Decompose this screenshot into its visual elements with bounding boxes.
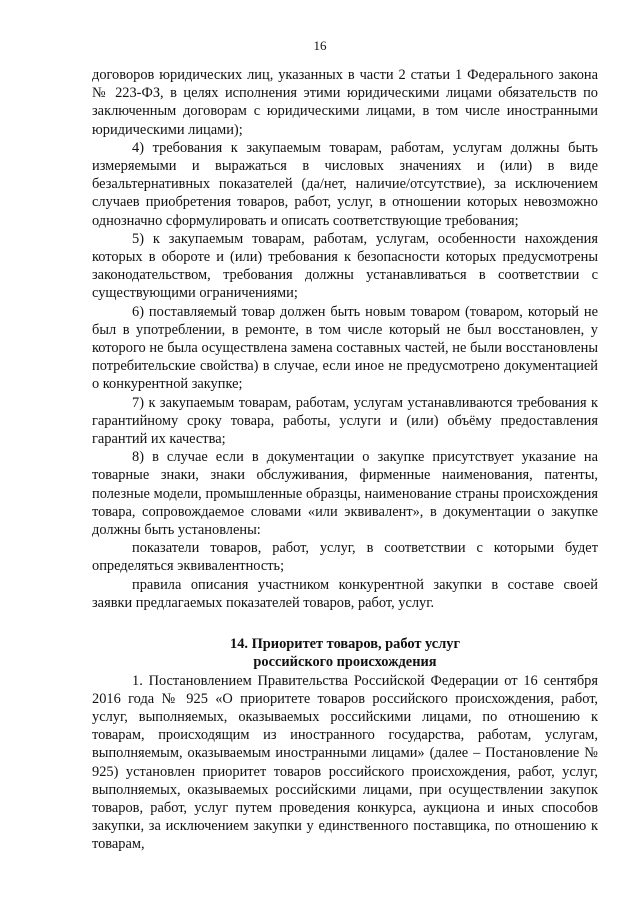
section-heading (92, 635, 598, 671)
list-item-8: 8) в случае если в документации о закупке присутствует указание на товарные знаки, знаки обслуживания, фирменные наименования, патенты, полезные модели, промышленные образцы, наименование страны происхождения товара, сопровождаемое словами «или эквивалент», в документации о закупке должны быть установлены: (92, 449, 598, 539)
list-item-4: 4) требования к закупаемым товарам, работам, услугам должны быть измеряемыми и выражаться в числовых значениях и (или) в виде безальтернативных показателей (да/нет, наличие/отсутствие), за исключением случаев приобретения товаров, работ, услуг, в отношении которых невозможно однозначно сформулировать и описать соответствующие требования; (92, 139, 598, 229)
section-title-line1: 14. Приоритет товаров, работ услуг (230, 636, 460, 653)
sub-item-rules: правила описания участником конкурентной закупки в составе своей заявки предлагаемых показателей товаров, работ, услуг. (92, 576, 598, 611)
section-title-line2: российского происхождения (253, 654, 437, 671)
list-item-7: 7) к закупаемым товарам, работам, услугам устанавливаются требования к гарантийному сроку товара, работы, услуги и (или) объёму предоставления гарантий их качества; (92, 394, 598, 448)
list-item-6: 6) поставляемый товар должен быть новым товаром (товаром, который не был в употреблении, в ремонте, в том числе который не был восстановлен, у которого не была осуществлена замена составных частей, не были восстановлены потребительские свойства) в случае, если иное не предусмотрено документацией о конкурентной закупке; (92, 303, 598, 393)
page-number: 16 (313, 38, 327, 53)
document-body (92, 66, 598, 854)
section-paragraph-1: 1. Постановлением Правительства Российской Федерации от 16 сентября 2016 года № 925 «О приоритете товаров российского происхождения, работ, услуг, выполняемых, оказываемых российскими лицами, по отношению к товарам, происходящим из иностранного государства, работам, услугам, выполняемым, оказываемым иностранными лицами» (далее – Постановление № 925) установлен приоритет товаров российского происхождения, работ, услуг, выполняемых, оказываемых российскими лицами, при осуществлении закупок товаров, работ, услуг путем проведения конкурса, аукциона и иных способов закупки, за исключением закупки у единственного поставщика, по отношению к товарам, (92, 672, 598, 853)
paragraph-continuation: договоров юридических лиц, указанных в части 2 статьи 1 Федерального закона № 223-ФЗ, в целях исполнения этими юридическими лицами обязательств по заключенным договорам с юридическими лицами, в том числе иностранными юридическими лицами); (92, 67, 598, 138)
list-item-5: 5) к закупаемым товарам, работам, услугам, особенности нахождения которых в обороте и (или) требования к безопасности которых предусмотрены законодательством, требования должны устанавливаться в соответствии с существующими ограничениями; (92, 230, 598, 302)
sub-item-indicators: показатели товаров, работ, услуг, в соответствии с которыми будет определяться эквивалентность; (92, 540, 598, 575)
